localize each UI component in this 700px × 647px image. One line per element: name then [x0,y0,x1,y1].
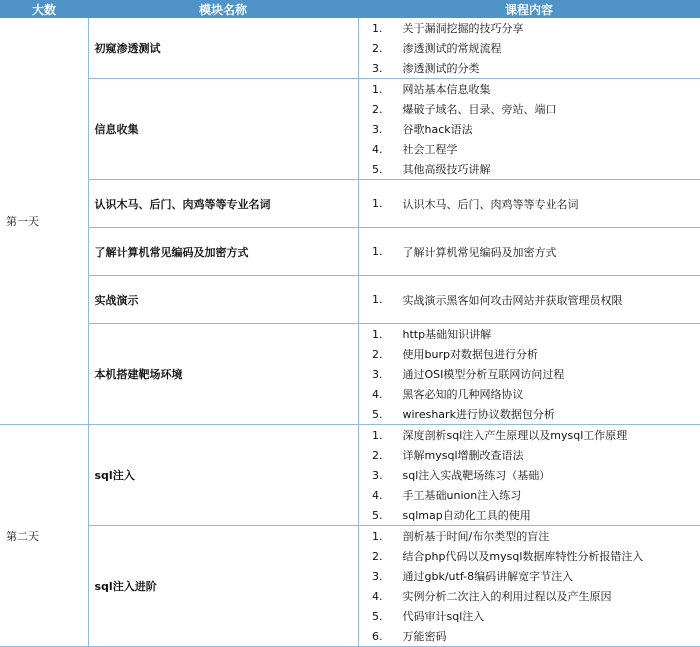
table-row [0,276,700,324]
item-number: 3. [359,123,403,136]
list-item [359,324,700,344]
list-item [359,485,700,505]
content-cell [358,79,700,180]
item-number: 1. [359,197,403,210]
list-item [359,505,700,525]
item-number: 4. [359,590,403,603]
table-body [0,18,700,647]
item-number: 4. [359,388,403,401]
item-text: 详解mysql增删改查语法 [403,447,524,463]
item-number: 1. [359,328,403,341]
module-name-cell: 了解计算机常见编码及加密方式 [88,228,358,276]
module-name-cell: 信息收集 [88,79,358,180]
item-text: 万能密码 [403,628,447,644]
table-row [0,228,700,276]
header-module: 模块名称 [88,0,358,18]
list-item [359,38,700,58]
item-text: 黑客必知的几种网络协议 [403,386,524,402]
item-text: 渗透测试的常规流程 [403,40,502,56]
list-item [359,384,700,404]
content-cell [358,324,700,425]
table-row [0,526,700,647]
list-item [359,58,700,78]
header-day: 大数 [0,0,88,18]
content-cell [358,180,700,228]
item-text: 认识木马、后门、肉鸡等等专业名词 [403,196,579,212]
item-number: 2. [359,449,403,462]
item-text: sql注入实战靶场练习（基础） [403,467,551,483]
list-item [359,445,700,465]
table-row [0,79,700,180]
list-item [359,364,700,384]
item-number: 2. [359,42,403,55]
module-name-cell: 初窥渗透测试 [88,18,358,79]
list-item [359,194,700,214]
item-text: 手工基础union注入练习 [403,487,522,503]
item-number: 2. [359,550,403,563]
item-number: 1. [359,429,403,442]
content-cell [358,18,700,79]
item-number: 2. [359,348,403,361]
item-text: 代码审计sql注入 [403,608,485,624]
item-number: 3. [359,368,403,381]
list-item [359,606,700,626]
list-item [359,344,700,364]
table-row [0,18,700,79]
item-text: 网站基本信息收集 [403,81,491,97]
item-text: 渗透测试的分类 [403,60,480,76]
item-text: 了解计算机常见编码及加密方式 [403,244,557,260]
list-item [359,290,700,310]
item-number: 1. [359,83,403,96]
item-number: 5. [359,610,403,623]
day-cell: 第一天 [0,18,88,425]
list-item [359,586,700,606]
item-number: 4. [359,143,403,156]
item-number: 1. [359,293,403,306]
item-number: 1. [359,530,403,543]
list-item [359,546,700,566]
day-cell: 第二天 [0,425,88,647]
item-number: 6. [359,630,403,643]
module-name-cell: 认识木马、后门、肉鸡等等专业名词 [88,180,358,228]
list-item [359,159,700,179]
item-number: 3. [359,469,403,482]
list-item [359,242,700,262]
item-text: 社会工程学 [403,141,458,157]
item-number: 1. [359,22,403,35]
item-text: 爆破子域名、目录、旁站、端口 [403,101,557,117]
item-text: http基础知识讲解 [403,326,492,342]
table-row [0,425,700,526]
header-row [0,0,700,18]
item-text: 剖析基于时间/布尔类型的盲注 [403,528,550,544]
item-number: 4. [359,489,403,502]
item-text: 通过gbk/utf-8编码讲解宽字节注入 [403,568,574,584]
item-text: 关于漏洞挖掘的技巧分享 [403,20,524,36]
item-text: 使用burp对数据包进行分析 [403,346,538,362]
item-number: 3. [359,570,403,583]
item-text: 结合php代码以及mysql数据库特性分析报错注入 [403,548,644,564]
item-number: 5. [359,408,403,421]
content-cell [358,425,700,526]
content-cell [358,276,700,324]
list-item [359,119,700,139]
item-number: 1. [359,245,403,258]
module-name-cell: sql注入进阶 [88,526,358,647]
item-number: 5. [359,509,403,522]
list-item [359,79,700,99]
item-text: 其他高级技巧讲解 [403,161,491,177]
module-name-cell: 实战演示 [88,276,358,324]
item-text: 实例分析二次注入的利用过程以及产生原因 [403,588,612,604]
table-row [0,324,700,425]
list-item [359,626,700,646]
item-text: 谷歌hack语法 [403,121,473,137]
item-number: 3. [359,62,403,75]
content-cell [358,526,700,647]
list-item [359,566,700,586]
item-number: 2. [359,103,403,116]
list-item [359,465,700,485]
item-text: wireshark进行协议数据包分析 [403,406,555,422]
list-item [359,99,700,119]
list-item [359,425,700,445]
header-content: 课程内容 [358,0,700,18]
list-item [359,18,700,38]
list-item [359,526,700,546]
module-name-cell: sql注入 [88,425,358,526]
table-row [0,180,700,228]
item-text: sqlmap自动化工具的使用 [403,507,531,523]
list-item [359,404,700,424]
module-name-cell: 本机搭建靶场环境 [88,324,358,425]
item-number: 5. [359,163,403,176]
list-item [359,139,700,159]
content-cell [358,228,700,276]
item-text: 深度剖析sql注入产生原理以及mysql工作原理 [403,427,628,443]
item-text: 通过OSI模型分析互联网访问过程 [403,366,565,382]
item-text: 实战演示黑客如何攻击网站并获取管理员权限 [403,292,623,308]
